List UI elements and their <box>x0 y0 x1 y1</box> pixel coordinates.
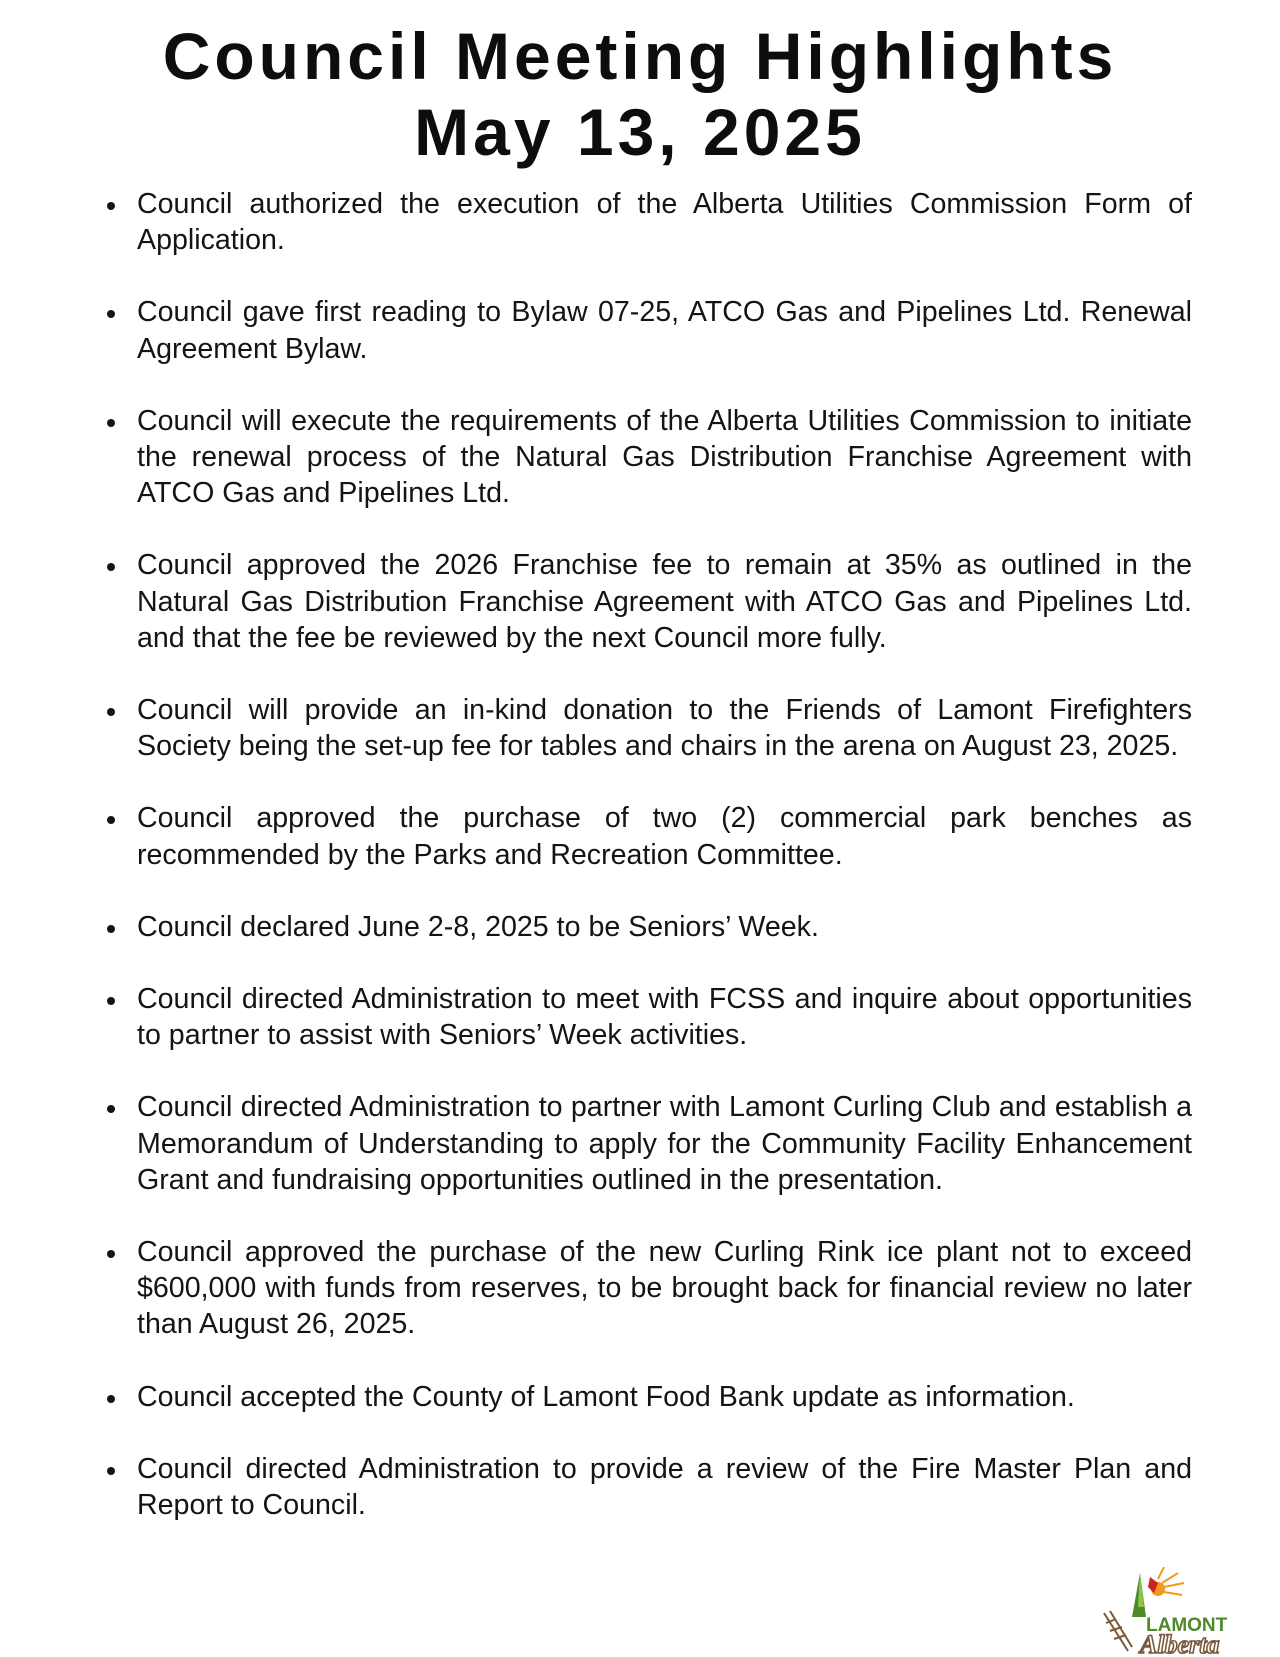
list-item-text: Council will provide an in-kind donation to the Friends of Lamont Firefighters Society being the set-up fee for tables and chairs in the arena on August 23, 2025. <box>137 694 1192 763</box>
bullet-icon <box>107 1105 115 1113</box>
bullet-icon <box>107 816 115 824</box>
list-item <box>107 547 1192 656</box>
list-item <box>107 981 1192 1053</box>
list-item <box>107 909 1192 945</box>
title-line-2: May 13, 2025 <box>414 95 866 169</box>
list-item <box>107 294 1192 366</box>
bullet-icon <box>107 1395 115 1403</box>
list-item-text: Council authorized the execution of the Alberta Utilities Commission Form of Application. <box>137 188 1192 257</box>
page-title <box>0 18 1280 170</box>
list-item-text: Council approved the purchase of the new Curling Rink ice plant not to exceed $600,000 with funds from reserves, to be brought back for financial review no later than August 26, 2025. <box>137 1236 1192 1341</box>
bullet-icon <box>107 997 115 1005</box>
list-item-text: Council accepted the County of Lamont Food Bank update as information. <box>137 1380 1075 1413</box>
logo-graphic <box>1100 1567 1270 1655</box>
list-item <box>107 800 1192 872</box>
list-item-text: Council will execute the requirements of the Alberta Utilities Commission to initiate the renewal process of the Natural Gas Distribution Franchise Agreement with ATCO Gas and Pipelines Ltd. <box>137 404 1192 510</box>
logo-text-lamont: LAMONT <box>1146 1615 1228 1636</box>
sun-icon <box>1148 1567 1184 1596</box>
bullet-icon <box>107 310 115 318</box>
list-item <box>107 186 1192 258</box>
list-item <box>107 1379 1192 1415</box>
list-item-text: Council directed Administration to partner with Lamont Curling Club and establish a Memorandum of Understanding to apply for the Community Facility Enhancement Grant and fundraising opportunities outlined in the presentation. <box>137 1091 1192 1196</box>
list-item-text: Council directed Administration to meet with FCSS and inquire about opportunities to partner to assist with Seniors’ Week activities. <box>137 983 1192 1052</box>
list-item-text: Council directed Administration to provide a review of the Fire Master Plan and Report to Council. <box>137 1452 1192 1522</box>
bullet-icon <box>107 419 115 427</box>
bullet-icon <box>107 1250 115 1258</box>
list-item <box>107 692 1192 764</box>
bullet-icon <box>107 563 115 571</box>
list-item-text: Council declared June 2-8, 2025 to be Seniors’ Week. <box>137 910 819 943</box>
list-item <box>107 403 1192 512</box>
list-item-text: Council approved the purchase of two (2) commercial park benches as recommended by the Parks and Recreation Committee. <box>137 802 1192 871</box>
bullet-icon <box>107 1467 115 1475</box>
bullet-icon <box>107 708 115 716</box>
bullet-icon <box>107 202 115 210</box>
wheat-icon <box>1104 1611 1132 1651</box>
title-line-1: Council Meeting Highlights <box>162 19 1118 93</box>
highlights-list <box>107 186 1192 1559</box>
bullet-icon <box>107 925 115 933</box>
list-item <box>107 1451 1192 1523</box>
logo-text-alberta: Alberta <box>1140 1630 1220 1655</box>
list-item <box>107 1234 1192 1343</box>
list-item <box>107 1089 1192 1198</box>
lamont-alberta-logo <box>1100 1567 1270 1655</box>
tree-icon <box>1132 1573 1146 1617</box>
list-item-text: Council gave first reading to Bylaw 07-25, ATCO Gas and Pipelines Ltd. Renewal Agreement Bylaw. <box>137 296 1192 365</box>
list-item-text: Council approved the 2026 Franchise fee to remain at 35% as outlined in the Natural Gas Distribution Franchise Agreement with ATCO Gas and Pipelines Ltd. and that the fee be reviewed by the next Council more fully. <box>137 549 1192 654</box>
